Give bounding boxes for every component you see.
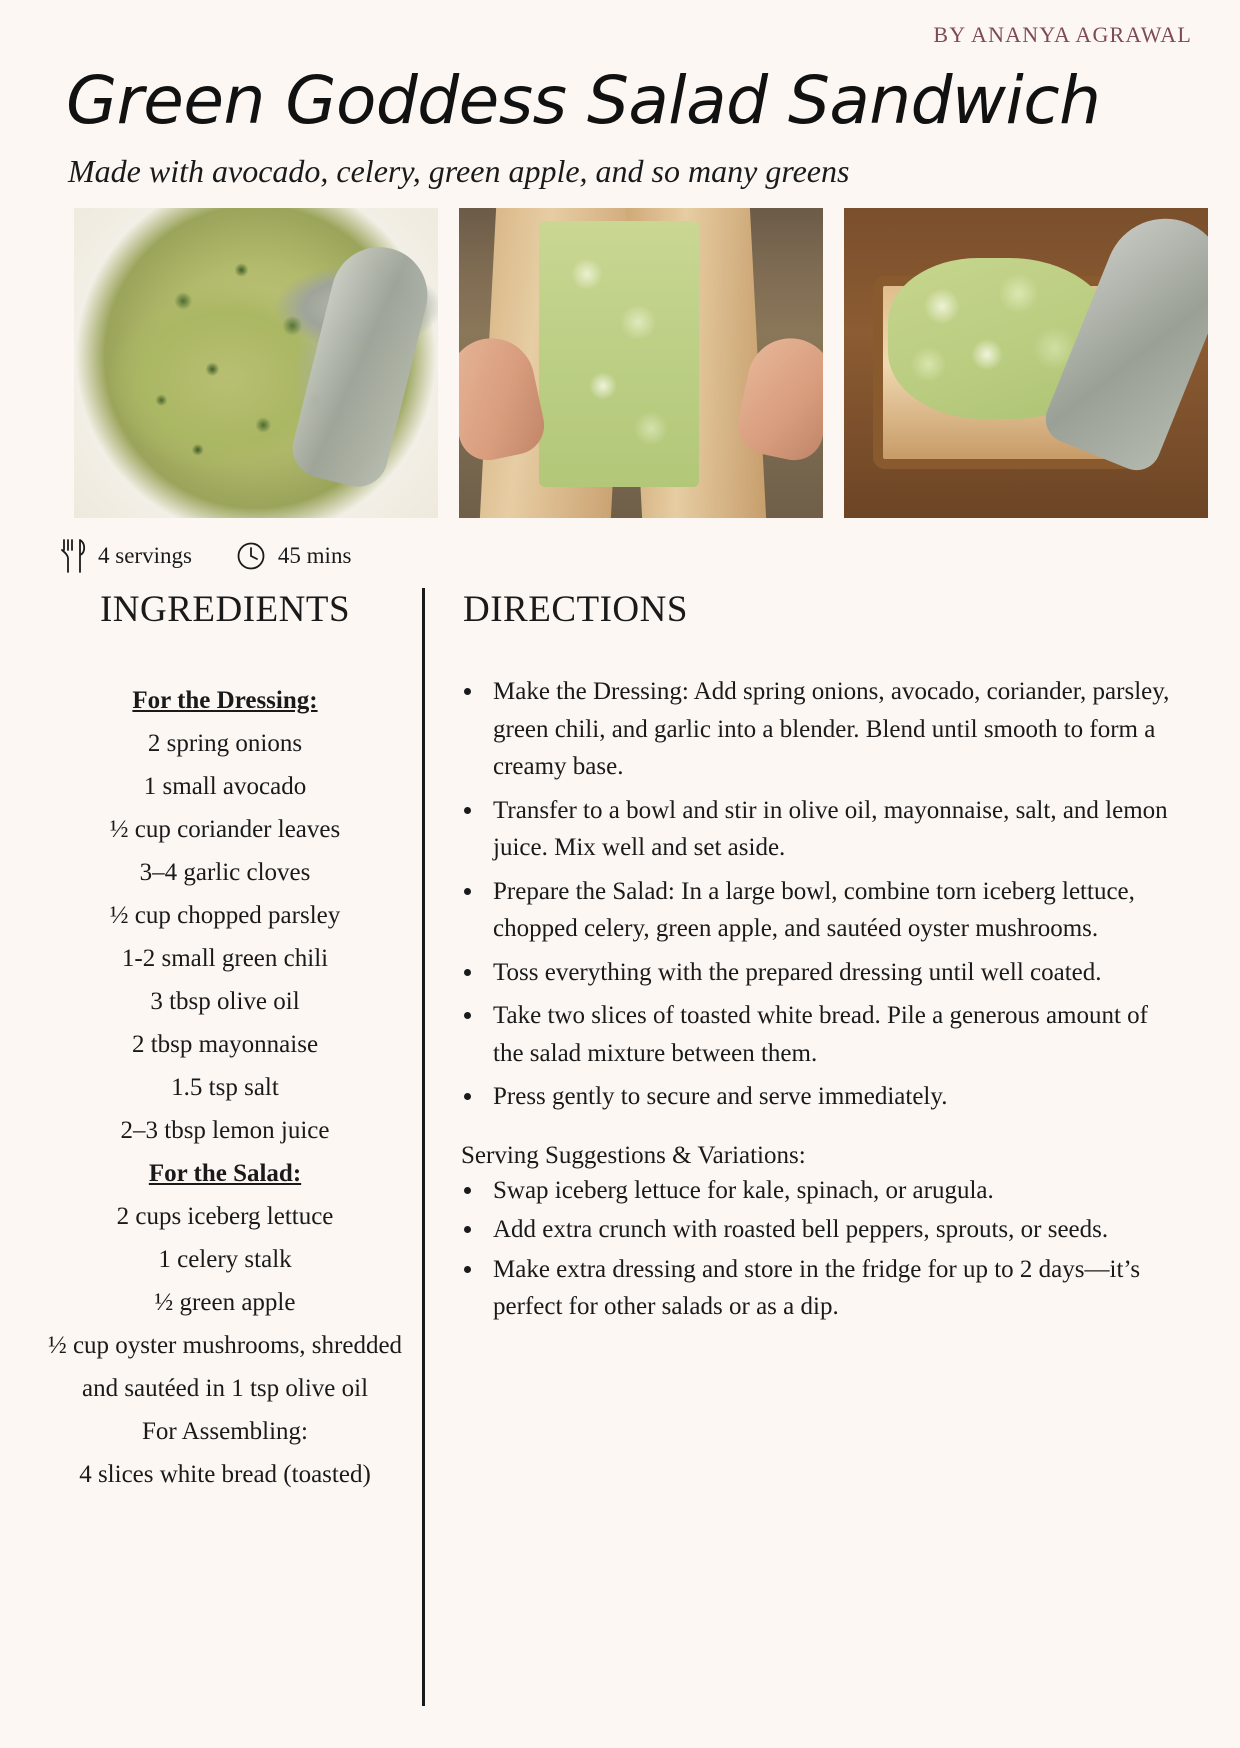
ingredient-item: 2 tbsp mayonnaise	[131, 1031, 319, 1059]
subtitle: Made with avocado, celery, green apple, and so many greens	[68, 153, 850, 190]
direction-step: • Prepare the Salad: In a large bowl, combine torn iceberg lettuce, chopped celery, green apple, and sautéed oyster mushrooms.	[485, 873, 1184, 948]
servings-label: 4 servings	[98, 543, 192, 569]
content-columns	[36, 588, 1204, 1706]
ingredients-group-label: For the Dressing:	[132, 687, 318, 715]
variations-list	[459, 1172, 1184, 1326]
ingredient-item: ½ cup coriander leaves	[109, 816, 341, 844]
ingredient-item: ½ cup oyster mushrooms, shredded and sautéed in 1 tsp olive oil	[47, 1332, 403, 1403]
byline: BY ANANYA AGRAWAL	[933, 22, 1192, 47]
photo-sandwich-halves	[459, 208, 823, 518]
ingredients-heading: INGREDIENTS	[99, 589, 351, 631]
ingredient-item: 2 spring onions	[147, 730, 303, 758]
ingredients-column	[36, 588, 412, 1706]
ingredient-item: 1.5 tsp salt	[171, 1074, 279, 1102]
ingredients-list	[46, 679, 404, 1496]
clock-icon	[236, 541, 266, 571]
ingredient-item: 4 slices white bread (toasted)	[79, 1461, 371, 1489]
variation-item: • Make extra dressing and store in the fridge for up to 2 days—it’s perfect for other salads or as a dip.	[485, 1251, 1184, 1326]
time-meta	[236, 541, 351, 571]
ingredient-item: 2 cups iceberg lettuce	[116, 1203, 334, 1231]
ingredient-item: 3 tbsp olive oil	[150, 988, 300, 1016]
photo-dressing-bowl	[74, 208, 438, 518]
variation-item: • Add extra crunch with roasted bell peppers, sprouts, or seeds.	[485, 1211, 1184, 1249]
ingredient-item: 1 small avocado	[143, 773, 307, 801]
ingredients-group-label: For the Salad:	[148, 1160, 302, 1188]
serving-suggestions-heading: Serving Suggestions & Variations:	[461, 1141, 806, 1169]
photo-open-toast	[844, 208, 1208, 518]
direction-step: • Toss everything with the prepared dressing until well coated.	[485, 954, 1184, 992]
page-title: Green Goddess Salad Sandwich	[66, 62, 1101, 139]
ingredient-item: 1-2 small green chili	[121, 945, 329, 973]
directions-heading: DIRECTIONS	[463, 589, 688, 631]
sandwich-filling	[539, 221, 699, 488]
ingredients-group-label: For Assembling:	[142, 1418, 308, 1446]
servings-meta	[60, 538, 192, 574]
fork-knife-icon	[60, 538, 86, 574]
ingredient-item: 2–3 tbsp lemon juice	[120, 1117, 330, 1145]
ingredient-item: ½ green apple	[154, 1289, 296, 1317]
hand-left	[459, 331, 549, 466]
ingredient-item: ½ cup chopped parsley	[109, 902, 341, 930]
photo-strip	[74, 208, 1208, 518]
ingredient-item: 1 celery stalk	[158, 1246, 292, 1274]
ingredient-item: 3–4 garlic cloves	[139, 859, 311, 887]
direction-step: • Make the Dressing: Add spring onions, avocado, coriander, parsley, green chili, and garlic into a blender. Blend until smooth to form a creamy base.	[485, 673, 1184, 786]
direction-step: • Take two slices of toasted white bread. Pile a generous amount of the salad mixture between them.	[485, 997, 1184, 1072]
directions-column	[422, 588, 1204, 1706]
direction-step: • Transfer to a bowl and stir in olive oil, mayonnaise, salt, and lemon juice. Mix well and set aside.	[485, 792, 1184, 867]
time-label: 45 mins	[277, 543, 352, 569]
direction-step: • Press gently to secure and serve immediately.	[485, 1078, 1184, 1116]
variation-item: • Swap iceberg lettuce for kale, spinach, or arugula.	[485, 1172, 1184, 1210]
directions-steps	[459, 673, 1184, 1116]
hand-right	[733, 331, 823, 466]
recipe-meta	[60, 538, 1204, 574]
